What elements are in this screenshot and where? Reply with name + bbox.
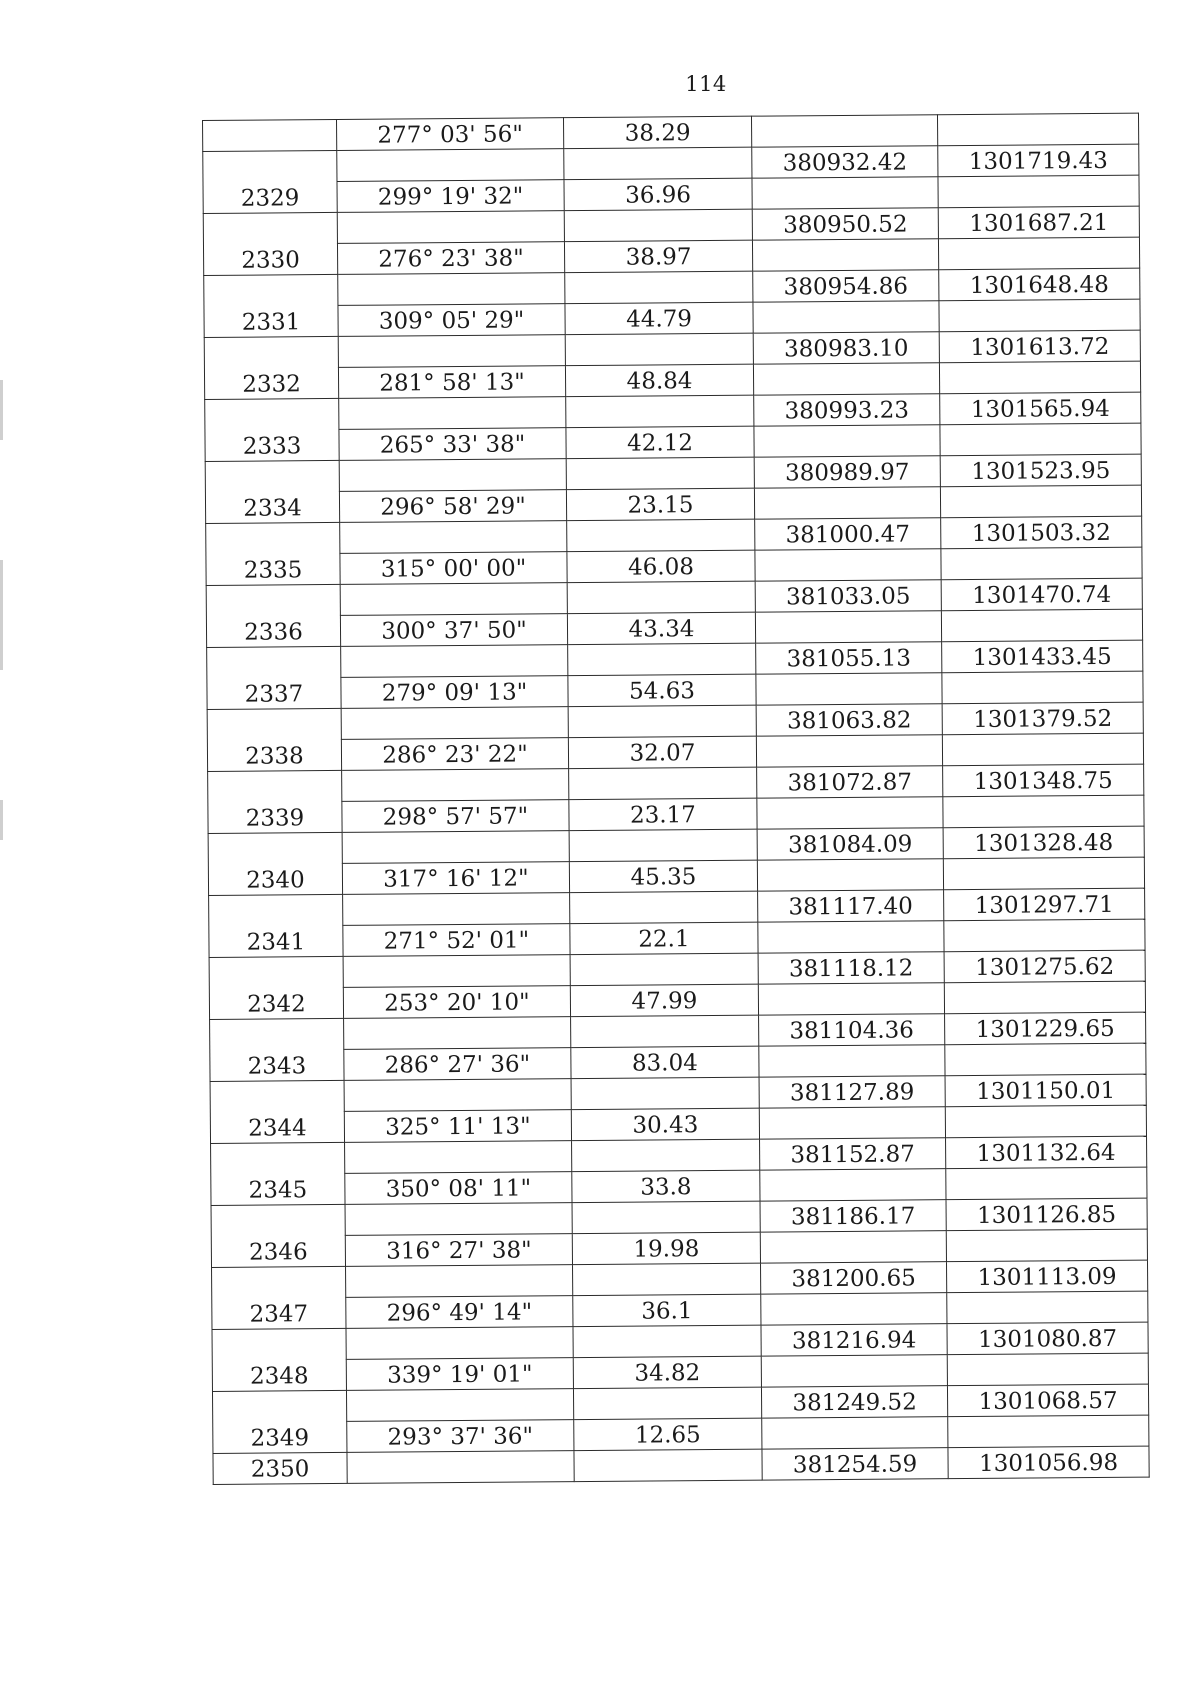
distance-cell: 38.29 <box>563 116 751 148</box>
northing-cell <box>758 921 944 953</box>
distance-cell <box>572 1201 760 1233</box>
easting-cell: 1301687.21 <box>938 206 1139 239</box>
distance-cell <box>564 209 752 241</box>
station-cell: 2349 <box>212 1390 346 1453</box>
northing-cell <box>760 1169 946 1201</box>
distance-cell <box>565 271 753 303</box>
distance-cell: 30.43 <box>571 1108 759 1140</box>
scan-edge-artifact <box>0 800 3 840</box>
distance-cell: 36.1 <box>573 1294 761 1326</box>
distance-cell: 12.65 <box>574 1418 762 1450</box>
traverse-table <box>202 113 1150 1485</box>
bearing-cell <box>342 769 569 802</box>
easting-cell: 1301056.98 <box>948 1446 1149 1479</box>
traverse-table-body <box>203 113 1150 1484</box>
northing-cell <box>752 239 938 271</box>
bearing-cell: 271° 52' 01" <box>343 924 570 957</box>
station-cell: 2334 <box>205 460 339 523</box>
station-cell: 2344 <box>210 1080 344 1143</box>
distance-cell: 54.63 <box>568 674 756 706</box>
station-cell: 2345 <box>211 1142 345 1205</box>
bearing-cell <box>345 1203 572 1236</box>
bearing-cell: 300° 37' 50" <box>340 614 567 647</box>
easting-cell <box>941 609 1142 642</box>
distance-cell <box>570 953 758 985</box>
distance-cell: 45.35 <box>569 860 757 892</box>
station-cell: 2332 <box>204 336 338 399</box>
easting-cell: 1301126.85 <box>946 1198 1147 1231</box>
table-row-station <box>213 1446 1149 1484</box>
easting-cell: 1301113.09 <box>946 1260 1147 1293</box>
station-cell: 2330 <box>203 212 337 275</box>
northing-cell <box>759 1107 945 1139</box>
northing-cell: 381000.47 <box>755 518 941 550</box>
northing-cell <box>759 1045 945 1077</box>
bearing-cell <box>339 459 566 492</box>
distance-cell <box>566 457 754 489</box>
distance-cell: 83.04 <box>571 1046 759 1078</box>
easting-cell <box>947 1291 1148 1324</box>
distance-cell <box>573 1263 761 1295</box>
bearing-cell <box>346 1327 573 1360</box>
bearing-cell: 309° 05' 29" <box>338 304 565 337</box>
easting-cell <box>940 485 1141 518</box>
northing-cell: 381200.65 <box>760 1262 946 1294</box>
distance-cell <box>574 1449 762 1481</box>
distance-cell <box>568 643 756 675</box>
easting-cell: 1301229.65 <box>945 1012 1146 1045</box>
northing-cell <box>761 1355 947 1387</box>
northing-cell: 381118.12 <box>758 952 944 984</box>
easting-cell <box>941 547 1142 580</box>
northing-cell: 381127.89 <box>759 1076 945 1108</box>
northing-cell: 381152.87 <box>760 1138 946 1170</box>
distance-cell: 47.99 <box>570 984 758 1016</box>
northing-cell <box>752 177 938 209</box>
distance-cell: 23.15 <box>566 488 754 520</box>
bearing-cell: 296° 58' 29" <box>339 490 566 523</box>
bearing-cell <box>342 831 569 864</box>
distance-cell: 42.12 <box>566 426 754 458</box>
distance-cell: 44.79 <box>565 302 753 334</box>
station-cell: 2343 <box>210 1018 344 1081</box>
distance-cell <box>569 829 757 861</box>
bearing-cell <box>339 397 566 430</box>
northing-cell <box>757 797 943 829</box>
bearing-cell: 325° 11' 13" <box>344 1110 571 1143</box>
northing-cell <box>760 1231 946 1263</box>
northing-cell <box>762 1417 948 1449</box>
easting-cell <box>942 671 1143 704</box>
northing-cell: 381072.87 <box>757 766 943 798</box>
distance-cell: 22.1 <box>570 922 758 954</box>
page-number: 114 <box>685 72 727 96</box>
northing-cell <box>755 611 941 643</box>
bearing-cell: 350° 08' 11" <box>345 1172 572 1205</box>
bearing-cell <box>343 893 570 926</box>
station-cell: 2339 <box>208 770 342 833</box>
distance-cell: 43.34 <box>567 612 755 644</box>
easting-cell <box>938 237 1139 270</box>
easting-cell <box>943 795 1144 828</box>
bearing-cell: 315° 00' 00" <box>340 552 567 585</box>
bearing-cell <box>340 583 567 616</box>
bearing-cell <box>347 1451 574 1484</box>
easting-cell <box>940 423 1141 456</box>
distance-cell <box>571 1015 759 1047</box>
bearing-cell <box>341 645 568 678</box>
distance-cell <box>572 1139 760 1171</box>
station-cell: 2348 <box>212 1328 346 1391</box>
traverse-table-container <box>202 113 1149 1485</box>
bearing-cell <box>337 211 564 244</box>
bearing-cell: 279° 09' 13" <box>341 676 568 709</box>
easting-cell <box>944 919 1145 952</box>
northing-cell <box>751 115 937 147</box>
distance-cell: 33.8 <box>572 1170 760 1202</box>
easting-cell: 1301433.45 <box>942 640 1143 673</box>
bearing-cell: 293° 37' 36" <box>347 1420 574 1453</box>
bearing-cell <box>338 335 565 368</box>
bearing-cell: 265° 33' 38" <box>339 428 566 461</box>
northing-cell: 381249.52 <box>761 1386 947 1418</box>
northing-cell: 381055.13 <box>756 642 942 674</box>
bearing-cell <box>346 1389 573 1422</box>
easting-cell: 1301150.01 <box>945 1074 1146 1107</box>
easting-cell <box>946 1167 1147 1200</box>
easting-cell: 1301503.32 <box>941 516 1142 549</box>
distance-cell <box>565 333 753 365</box>
easting-cell: 1301565.94 <box>940 392 1141 425</box>
northing-cell: 380932.42 <box>752 146 938 178</box>
station-cell: 2346 <box>211 1204 345 1267</box>
northing-cell: 381063.82 <box>756 704 942 736</box>
bearing-cell: 286° 27' 36" <box>344 1048 571 1081</box>
distance-cell: 23.17 <box>569 798 757 830</box>
northing-cell <box>753 363 939 395</box>
easting-cell: 1301523.95 <box>940 454 1141 487</box>
easting-cell: 1301275.62 <box>944 950 1145 983</box>
northing-cell: 380983.10 <box>753 332 939 364</box>
bearing-cell: 316° 27' 38" <box>345 1234 572 1267</box>
northing-cell: 381104.36 <box>759 1014 945 1046</box>
distance-cell: 48.84 <box>565 364 753 396</box>
bearing-cell <box>337 149 564 182</box>
easting-cell <box>946 1229 1147 1262</box>
northing-cell: 380993.23 <box>754 394 940 426</box>
easting-cell <box>945 1105 1146 1138</box>
northing-cell: 381216.94 <box>761 1324 947 1356</box>
northing-cell: 380954.86 <box>753 270 939 302</box>
easting-cell <box>942 733 1143 766</box>
station-cell: 2336 <box>206 584 340 647</box>
easting-cell: 1301328.48 <box>943 826 1144 859</box>
station-cell: 2335 <box>206 522 340 585</box>
scan-edge-artifact <box>0 380 3 440</box>
bearing-cell <box>341 707 568 740</box>
distance-cell: 46.08 <box>567 550 755 582</box>
distance-cell: 19.98 <box>572 1232 760 1264</box>
northing-cell <box>754 425 940 457</box>
bearing-cell: 281° 58' 13" <box>338 366 565 399</box>
northing-cell <box>754 487 940 519</box>
bearing-cell <box>340 521 567 554</box>
distance-cell <box>571 1077 759 1109</box>
northing-cell: 381117.40 <box>758 890 944 922</box>
distance-cell <box>567 581 755 613</box>
distance-cell <box>566 395 754 427</box>
easting-cell <box>938 175 1139 208</box>
northing-cell <box>756 673 942 705</box>
station-cell: 2337 <box>207 646 341 709</box>
station-cell: 2341 <box>209 894 343 957</box>
station-cell: 2342 <box>209 956 343 1019</box>
easting-cell <box>943 857 1144 890</box>
station-cell: 2347 <box>212 1266 346 1329</box>
bearing-cell <box>345 1141 572 1174</box>
easting-cell <box>948 1415 1149 1448</box>
bearing-cell <box>346 1265 573 1298</box>
distance-cell: 38.97 <box>564 240 752 272</box>
bearing-cell: 299° 19' 32" <box>337 180 564 213</box>
easting-cell: 1301068.57 <box>947 1384 1148 1417</box>
distance-cell <box>573 1387 761 1419</box>
distance-cell: 36.96 <box>564 178 752 210</box>
easting-cell: 1301379.52 <box>942 702 1143 735</box>
easting-cell: 1301297.71 <box>944 888 1145 921</box>
bearing-cell <box>344 1017 571 1050</box>
northing-cell <box>757 859 943 891</box>
scan-edge-artifact <box>0 560 3 670</box>
bearing-cell: 296° 49' 14" <box>346 1296 573 1329</box>
northing-cell: 381084.09 <box>757 828 943 860</box>
easting-cell: 1301613.72 <box>939 330 1140 363</box>
bearing-cell: 339° 19' 01" <box>346 1358 573 1391</box>
distance-cell <box>573 1325 761 1357</box>
northing-cell <box>753 301 939 333</box>
easting-cell <box>944 981 1145 1014</box>
bearing-cell <box>343 955 570 988</box>
northing-cell: 381186.17 <box>760 1200 946 1232</box>
bearing-cell: 276° 23' 38" <box>337 242 564 275</box>
bearing-cell: 317° 16' 12" <box>342 862 569 895</box>
station-cell: 2333 <box>205 398 339 461</box>
northing-cell: 381254.59 <box>762 1448 948 1480</box>
easting-cell <box>945 1043 1146 1076</box>
northing-cell <box>755 549 941 581</box>
bearing-cell: 286° 23' 22" <box>341 738 568 771</box>
easting-cell: 1301132.64 <box>946 1136 1147 1169</box>
distance-cell <box>568 705 756 737</box>
distance-cell <box>570 891 758 923</box>
distance-cell <box>569 767 757 799</box>
station-cell: 2331 <box>204 274 338 337</box>
northing-cell <box>761 1293 947 1325</box>
easting-cell: 1301719.43 <box>938 144 1139 177</box>
northing-cell <box>756 735 942 767</box>
easting-cell <box>937 113 1138 146</box>
distance-cell: 32.07 <box>568 736 756 768</box>
easting-cell <box>939 299 1140 332</box>
distance-cell: 34.82 <box>573 1356 761 1388</box>
northing-cell: 380989.97 <box>754 456 940 488</box>
easting-cell <box>947 1353 1148 1386</box>
easting-cell: 1301080.87 <box>947 1322 1148 1355</box>
station-cell <box>203 119 337 151</box>
bearing-cell: 277° 03' 56" <box>336 118 563 151</box>
easting-cell: 1301470.74 <box>941 578 1142 611</box>
bearing-cell <box>338 273 565 306</box>
bearing-cell: 298° 57' 57" <box>342 800 569 833</box>
station-cell: 2350 <box>213 1452 347 1484</box>
easting-cell <box>939 361 1140 394</box>
northing-cell: 381033.05 <box>755 580 941 612</box>
bearing-cell: 253° 20' 10" <box>343 986 570 1019</box>
distance-cell <box>567 519 755 551</box>
easting-cell: 1301648.48 <box>939 268 1140 301</box>
station-cell: 2338 <box>207 708 341 771</box>
station-cell: 2329 <box>203 150 337 213</box>
northing-cell: 380950.52 <box>752 208 938 240</box>
distance-cell <box>564 147 752 179</box>
station-cell: 2340 <box>208 832 342 895</box>
bearing-cell <box>344 1079 571 1112</box>
northing-cell <box>758 983 944 1015</box>
easting-cell: 1301348.75 <box>943 764 1144 797</box>
